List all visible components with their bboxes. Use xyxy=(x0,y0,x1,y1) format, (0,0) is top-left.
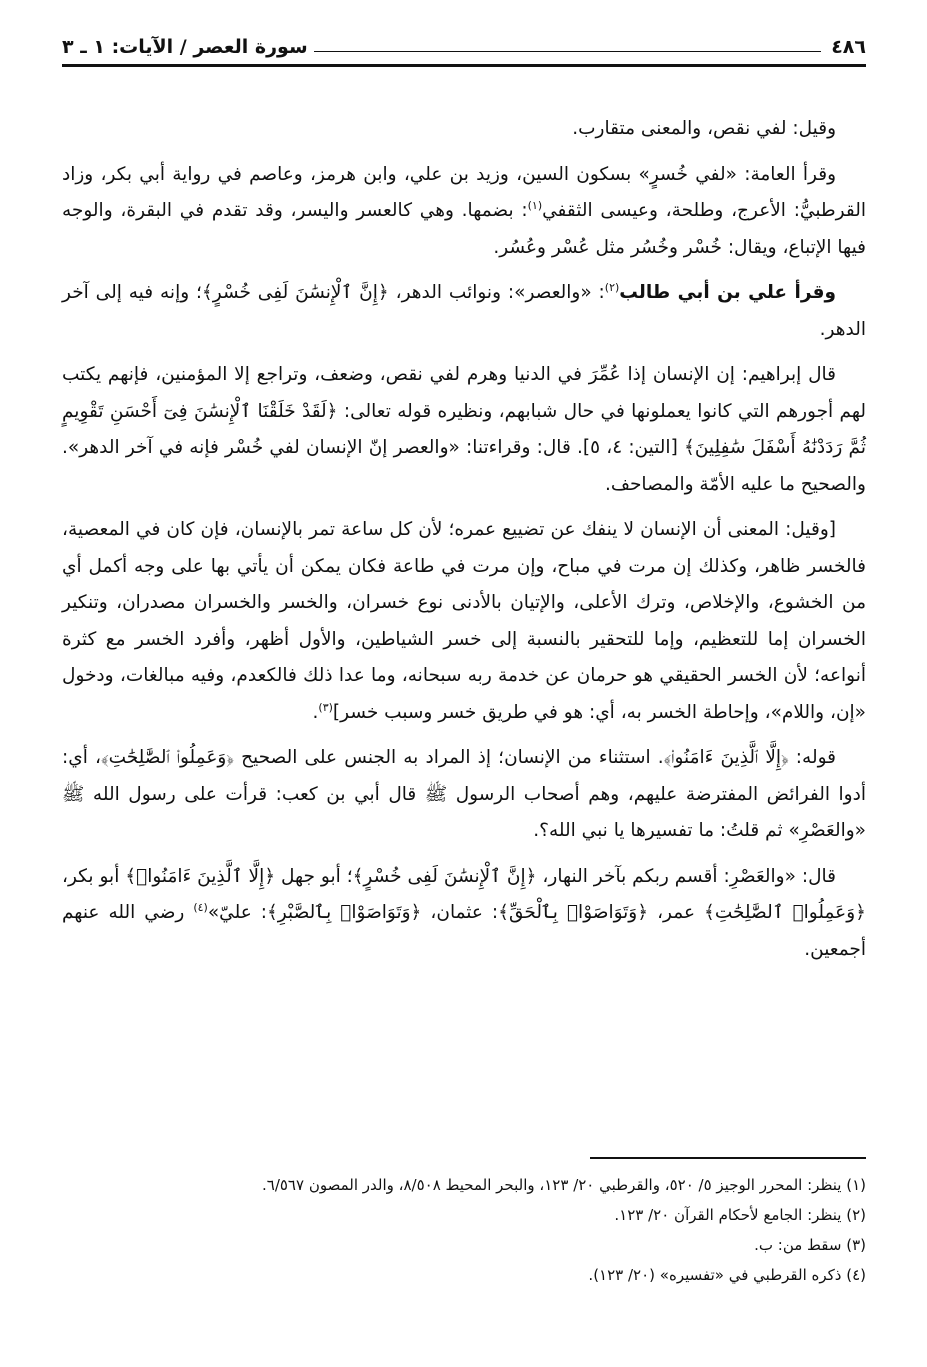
footnote-ref-4: (٤) xyxy=(193,900,208,914)
paragraph-text: وقرأ العامة: «لفي خُسرٍ» بسكون السين، وزيد بن علي، وابن هرمز، وعاصم في رواية أبي بكر، وزاد القرطبيُّ: الأعرج، وطلحة، وعيسى الثقفي xyxy=(62,163,866,221)
book-page xyxy=(62,28,866,977)
footnote-2: (٢) ينظر: الجامع لأحكام القرآن ٢٠/ ١٢٣. xyxy=(614,1206,866,1224)
paragraph-4: قال إبراهيم: إن الإنسان إذا عُمِّرَ في الدنيا وهرم لفي نقص، وضعف، وتراجع إلا المؤمنين، فإنهم يكتب لهم أجورهم التي كانوا يعملونها في حال شبابهم، ونظيره قوله تعالى: ﴿لَقَدْ خَلَقْنَا ٱلْإِنسَٰنَ فِىٓ أَحْسَنِ تَقْوِيمٍ ثُمَّ رَدَدْنَٰهُ أَسْفَلَ سَٰفِلِينَ﴾ [التين: ٤، ٥]. قال: وقراءتنا: «والعصر إنّ الإنسان لفي خُسْر فإنه في آخر الدهر». والصحيح ما عليه الأمّة والمصاحف. xyxy=(62,364,866,495)
page-number: ٤٨٦ xyxy=(831,36,866,58)
paragraph-1: وقيل: لفي نقص، والمعنى متقارب. xyxy=(572,118,836,139)
paragraph-2 xyxy=(62,157,866,267)
footnote-separator xyxy=(590,1157,866,1159)
paragraph-3 xyxy=(62,275,866,348)
paragraph-5 xyxy=(62,512,866,731)
header-leader-line xyxy=(314,51,822,52)
paragraph-7 xyxy=(62,859,866,969)
footnote-3: (٣) سقط من: ب. xyxy=(754,1236,866,1254)
footnote-ref-3: (٣) xyxy=(318,700,333,714)
running-title: سورة العصر / الآيات: ١ ـ ٣ xyxy=(62,36,308,58)
paragraph-text: : «والعصر»: ونوائب الدهر، ﴿إِنَّ ٱلْإِنسَٰنَ لَفِى خُسْرٍ﴾؛ وإنه فيه إلى آخر الدهر. xyxy=(62,282,866,340)
bold-lead: وقرأ علي بن أبي طالب xyxy=(619,282,836,303)
footnote-ref-1: (١) xyxy=(527,198,543,212)
paragraph-text: [وقيل: المعنى أن الإنسان لا ينفك عن تضييع عمره؛ لأن كل ساعة تمر بالإنسان، فإن كان في المعصية، فالخسر ظاهر، وكذلك إن مرت في مباح، وإن مرت في طاعة فكان يمكن أن يأتي بها على وجه أكمل أي من الخشوع، والإخلاص، وترك الأعلى، والإتيان بالأدنى نوع خسران، والخسر والخسران مصدران، وتنكير الخسران إما للتعظيم، وإما للتحقير بالنسبة إلى خسر الشياطين، والأول أظهر، وأفرد الخسر مع كثرة أنواعه؛ لأن الخسر الحقيقي هو حرمان عن خدمة ربه سبحانه، وما عدا ذلك فالكعدم، وفيه مبالغات، ودخول «إن، واللام»، وإحاطة الخسر به، أي: هو في طريق خسر وسبب خسر] xyxy=(62,519,866,723)
header-rule xyxy=(62,64,866,67)
paragraph-text: قال: «والعَصْرِ: أقسم ربكم بآخر النهار، ﴿إِنَّ ٱلْإِنسَٰنَ لَفِى خُسْرٍ﴾؛ أبو جهل ﴿إِلَّا ٱلَّذِينَ ءَامَنُوا۟﴾ أبو بكر، ﴿وَعَمِلُوا۟ ٱلصَّٰلِحَٰتِ﴾ عمر، ﴿وَتَوَاصَوْا۟ بِٱلْحَقِّ﴾: عثمان، ﴿وَتَوَاصَوْا۟ بِٱلصَّبْرِ﴾: عليّ» xyxy=(62,865,866,923)
footnote-ref-2: (٢) xyxy=(604,280,620,294)
paragraph-text: رضي الله عنهم أجمعين. xyxy=(62,902,866,960)
main-text xyxy=(62,111,866,968)
footnote-4: (٤) ذكره القرطبي في «تفسيره» (٢٠/ ١٢٣). xyxy=(588,1266,866,1284)
footnotes xyxy=(62,1170,866,1290)
paragraph-text: : بضمها. وهي كالعسر واليسر، وقد تقدم في البقرة، والوجه فيها الإتباع، ويقال: خُسْر وخُسُر مثل عُسْر وعُسُر. xyxy=(62,200,866,258)
paragraph-6: قوله: ﴿إِلَّا ٱلَّذِينَ ءَامَنُوا۟﴾. استثناء من الإنسان؛ إذ المراد به الجنس على الصحيح ﴿وَعَمِلُوا۟ ٱلصَّٰلِحَٰتِ﴾، أي: أدوا الفرائض المفترضة عليهم، وهم أصحاب الرسول ﷺ قال أبي بن كعب: قرأت على رسول الله ﷺ «والعَصْرِ» ثم قلتُ: ما تفسيرها يا نبي الله؟. xyxy=(62,747,866,841)
footnote-1: (١) ينظر: المحرر الوجيز ٥/ ٥٢٠، والقرطبي ٢٠/ ١٢٣، والبحر المحيط ٨/٥٠٨، والدر المصون ٦/٥٦٧. xyxy=(261,1176,866,1194)
paragraph-text: . xyxy=(312,701,319,723)
page-header xyxy=(62,28,866,58)
